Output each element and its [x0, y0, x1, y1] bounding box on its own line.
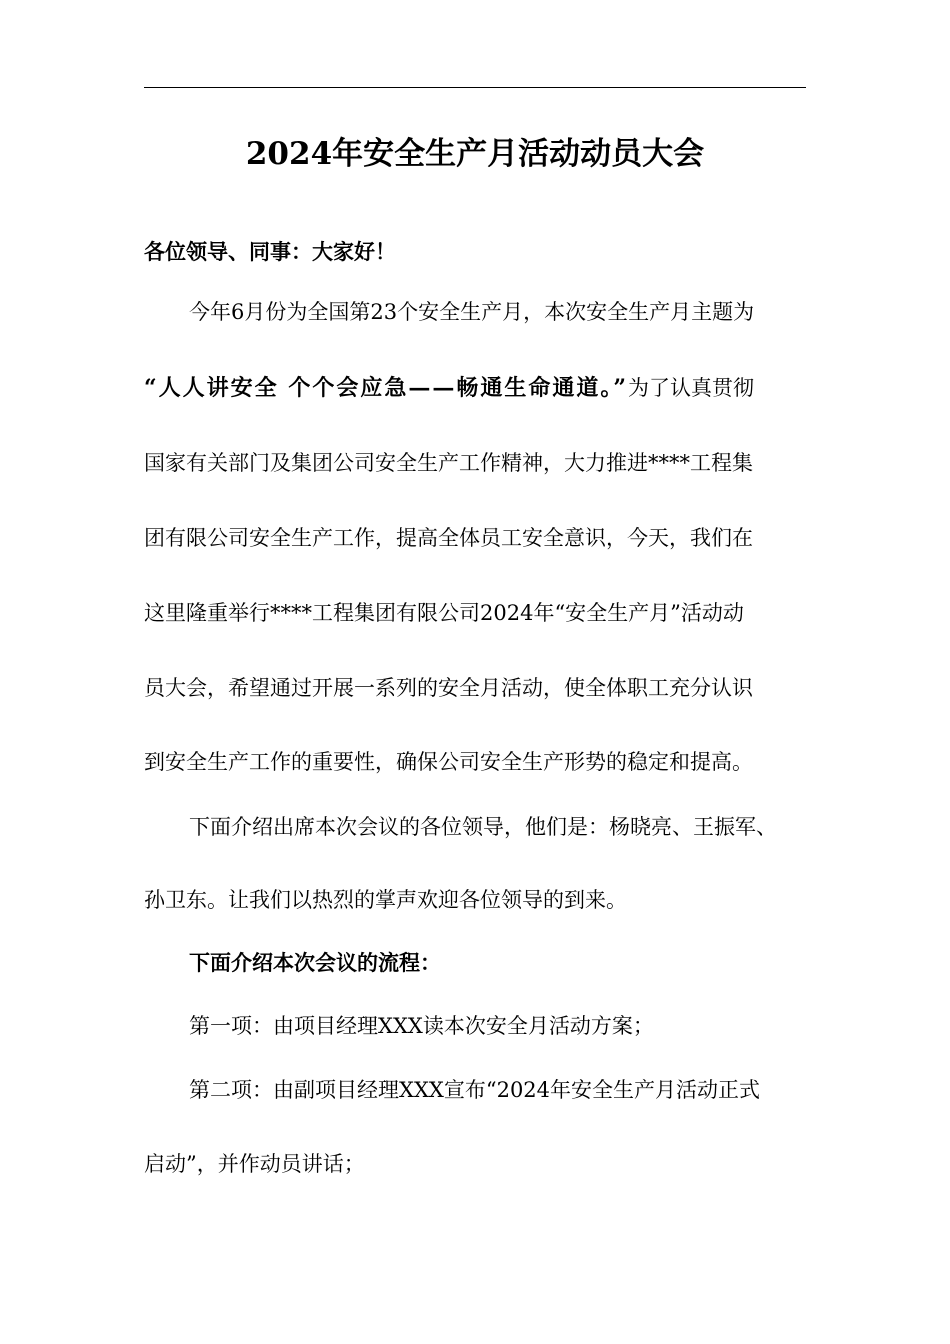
paragraph-1-line-5: 这里隆重举行****工程集团有限公司2024年“安全生产月”活动动 — [144, 601, 744, 625]
paragraph-1-line-6: 员大会，希望通过开展一系列的安全月活动，使全体职工充分认识 — [144, 676, 753, 700]
paragraph-1-line-3: 国家有关部门及集团公司安全生产工作精神，大力推进****工程集 — [144, 451, 753, 475]
paragraph-2-line-1: 下面介绍出席本次会议的各位领导，他们是：杨晓亮、王振军、 — [189, 815, 777, 839]
agenda-item-2-line-1: 第二项：由副项目经理XXX宣布“2024年安全生产月活动正式 — [189, 1078, 761, 1102]
paragraph-1-line-2-rest: 为了认真贯彻 — [627, 376, 754, 400]
greeting: 各位领导、同事：大家好！ — [144, 239, 396, 264]
paragraph-1-line-1: 今年6月份为全国第23个安全生产月，本次安全生产月主题为 — [189, 300, 755, 324]
header-rule — [144, 87, 806, 88]
paragraph-1-line-4: 团有限公司安全生产工作，提高全体员工安全意识，今天，我们在 — [144, 526, 753, 550]
paragraph-1-line-2 — [144, 372, 754, 404]
paragraph-2-line-2: 孙卫东。让我们以热烈的掌声欢迎各位领导的到来。 — [144, 888, 627, 912]
paragraph-1-line-7: 到安全生产工作的重要性，确保公司安全生产形势的稳定和提高。 — [144, 750, 753, 774]
document-title: 2024年安全生产月活动动员大会 — [245, 136, 705, 172]
agenda-heading: 下面介绍本次会议的流程： — [189, 950, 441, 975]
agenda-item-2-line-2: 启动”，并作动员讲话； — [144, 1152, 365, 1176]
agenda-item-1: 第一项：由项目经理XXX读本次安全月活动方案； — [189, 1014, 654, 1038]
theme-quote: “人人讲安全 个个会应急——畅通生命通道。” — [144, 375, 628, 401]
